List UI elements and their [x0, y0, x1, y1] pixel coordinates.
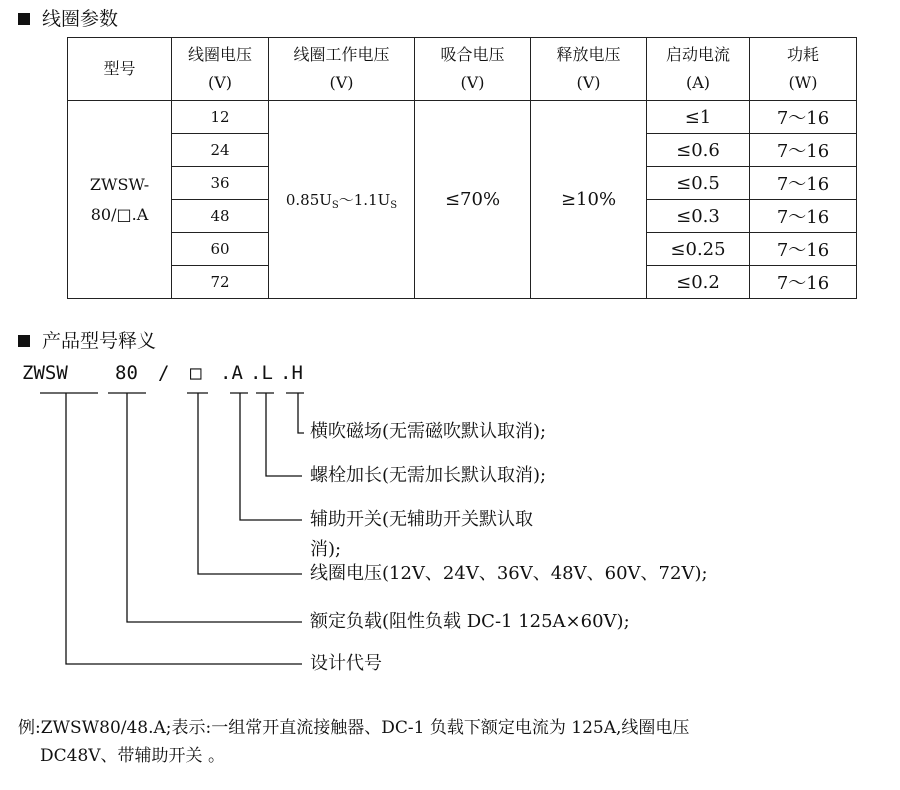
header-pickup-voltage: 吸合电压 (V)	[415, 38, 531, 101]
start-current-cell: ≤1	[647, 101, 750, 134]
header-coil-voltage: 线圈电压 (V)	[172, 38, 269, 101]
params-title-text: 线圈参数	[42, 8, 119, 30]
working-voltage-cell: $0.85U_S\sim 1.1U_S$	[269, 101, 415, 299]
start-current-cell: ≤0.2	[647, 266, 750, 299]
coil-voltage-cell: 36	[172, 167, 269, 200]
label-magnetic-field: 横吹磁场(无需磁吹默认取消);	[310, 421, 547, 442]
coil-voltage-cell: 48	[172, 200, 269, 233]
start-current-cell: ≤0.6	[647, 134, 750, 167]
start-current-cell: ≤0.3	[647, 200, 750, 233]
header-model: 型号	[68, 38, 172, 101]
header-release-voltage: 释放电压 (V)	[531, 38, 647, 101]
coil-voltage-cell: 12	[172, 101, 269, 134]
code-magnet: .H	[280, 362, 303, 384]
code-slash: /	[158, 362, 170, 384]
model-cell: ZWSW- 80/□.A	[68, 101, 172, 299]
example-note	[18, 714, 888, 770]
header-power: 功耗 (W)	[750, 38, 857, 101]
power-cell: 7～16	[750, 134, 857, 167]
release-voltage-cell: ≥10%	[531, 101, 647, 299]
power-cell: 7～16	[750, 101, 857, 134]
label-coil-voltage: 线圈电压(12V、24V、36V、48V、60V、72V);	[310, 563, 708, 584]
label-aux-switch-cont: 消);	[310, 539, 342, 560]
power-cell: 7～16	[750, 266, 857, 299]
code-coil: □	[190, 362, 202, 384]
pickup-voltage-cell: ≤70%	[415, 101, 531, 299]
power-cell: 7～16	[750, 233, 857, 266]
label-aux-switch: 辅助开关(无辅助开关默认取	[310, 509, 534, 530]
coil-voltage-cell: 24	[172, 134, 269, 167]
start-current-cell: ≤0.5	[647, 167, 750, 200]
label-design-code: 设计代号	[310, 653, 382, 674]
header-working-voltage: 线圈工作电压 (V)	[269, 38, 415, 101]
coil-voltage-cell: 60	[172, 233, 269, 266]
power-cell: 7～16	[750, 167, 857, 200]
code-rated: 80	[115, 362, 138, 384]
coil-voltage-cell: 72	[172, 266, 269, 299]
header-start-current: 启动电流 (A)	[647, 38, 750, 101]
start-current-cell: ≤0.25	[647, 233, 750, 266]
code-series: ZWSW	[22, 362, 68, 384]
code-bolt: .L	[250, 362, 273, 384]
note-line-1: 例:ZWSW80/48.A;表示:一组常开直流接触器、DC-1 负载下额定电流为 125A,线圈电压	[18, 718, 690, 738]
power-cell: 7～16	[750, 200, 857, 233]
note-line-2: DC48V、带辅助开关 。	[40, 746, 225, 766]
decode-title-text: 产品型号释义	[42, 330, 157, 352]
label-rated-load: 额定负载(阻性负载 DC-1 125A×60V);	[310, 611, 630, 632]
code-aux: .A	[220, 362, 243, 384]
label-bolt-extension: 螺栓加长(无需加长默认取消);	[310, 465, 547, 486]
